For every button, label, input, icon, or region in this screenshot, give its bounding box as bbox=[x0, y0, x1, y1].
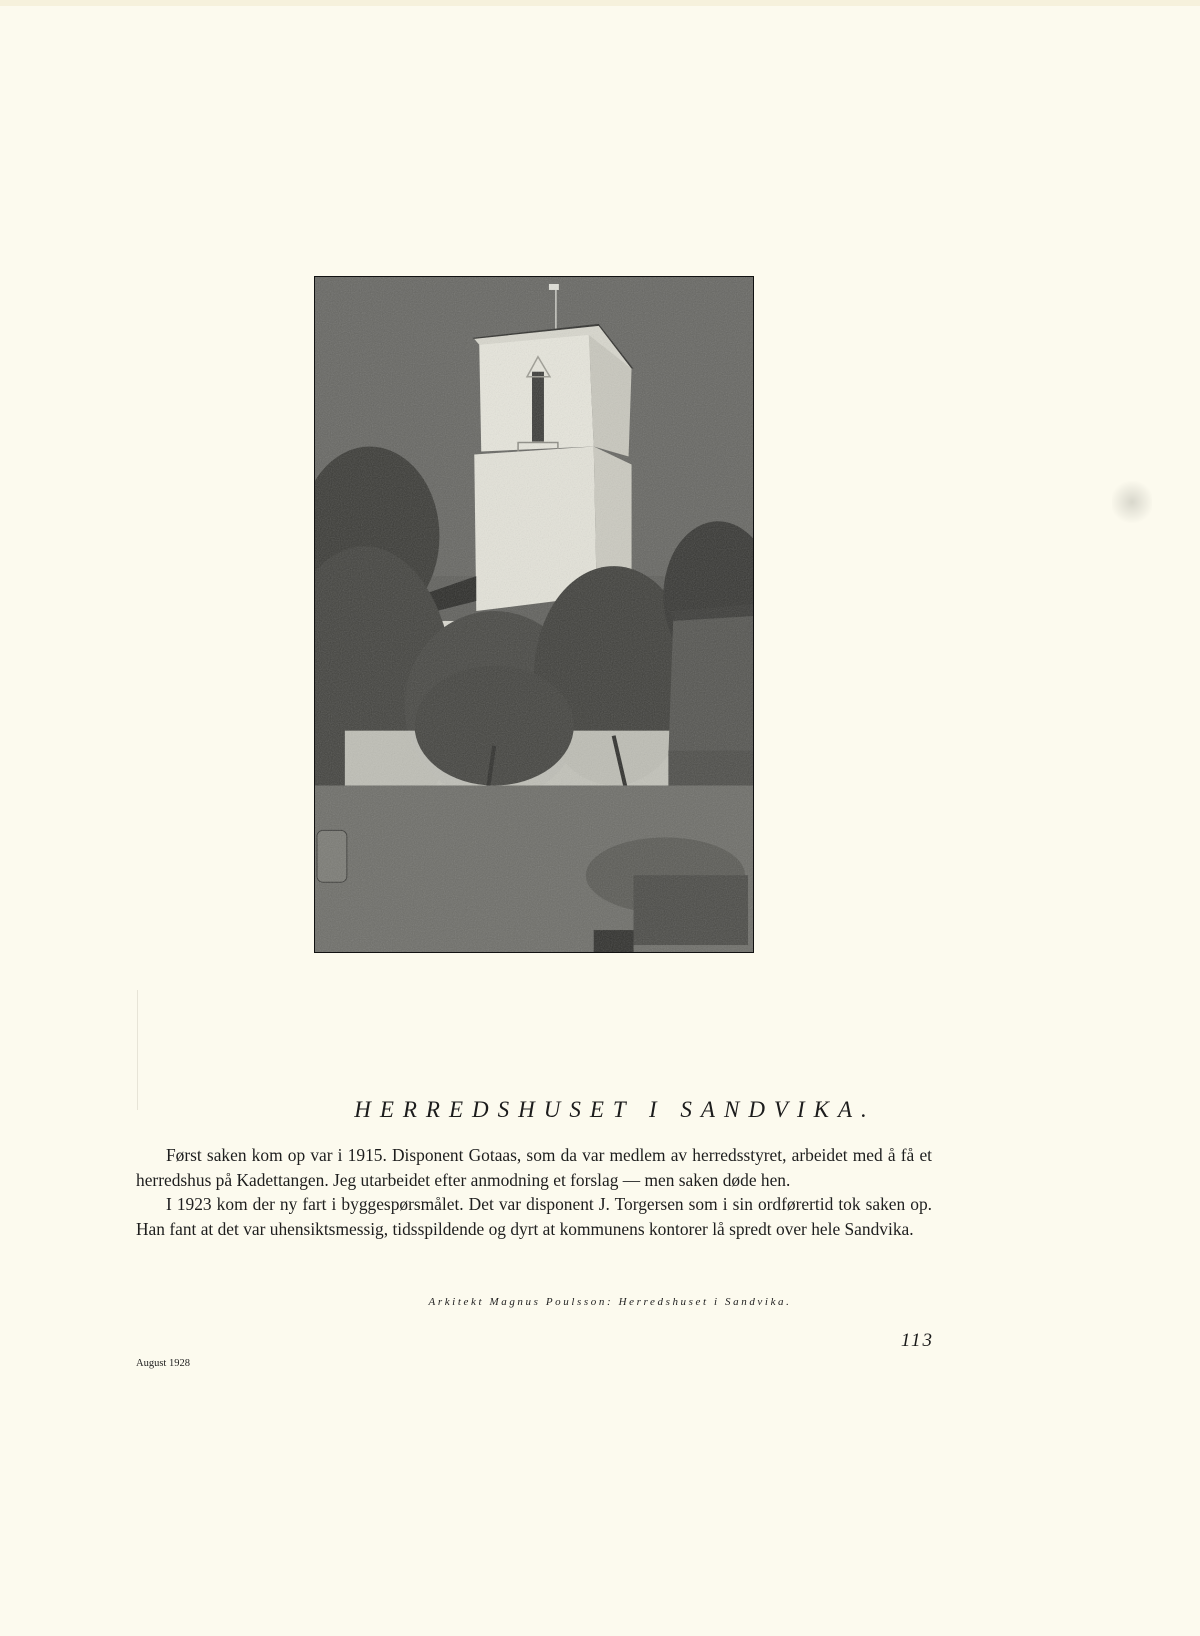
article-title: HERREDSHUSET I SANDVIKA. bbox=[354, 1097, 876, 1122]
tower-photograph bbox=[314, 276, 754, 953]
article-body bbox=[136, 1143, 932, 1241]
page-margin-line bbox=[137, 990, 138, 1110]
print-smudge bbox=[1112, 478, 1152, 526]
tower-photo-illustration bbox=[315, 277, 753, 952]
page-top-edge bbox=[0, 0, 1200, 6]
article-paragraph: Først saken kom op var i 1915. Disponent Gotaas, som da var medlem av herredsstyret, arbeidet med å få et herredshus på Kadettangen. Jeg utarbeidet efter anmodning et forslag — men saken døde hen. bbox=[136, 1145, 932, 1190]
issue-date: August 1928 bbox=[136, 1358, 190, 1369]
page-number: 113 bbox=[900, 1330, 934, 1351]
article-paragraph: I 1923 kom der ny fart i byggespørsmålet. Det var disponent J. Torgersen som i sin ordførertid tok saken op. Han fant at det var uhensiktsmessig, tidsspildende og dyrt at kommunens kontorer lå spredt over hele Sandvika. bbox=[136, 1194, 932, 1239]
photo-caption: Arkitekt Magnus Poulsson: Herredshuset i Sandvika. bbox=[428, 1296, 792, 1308]
